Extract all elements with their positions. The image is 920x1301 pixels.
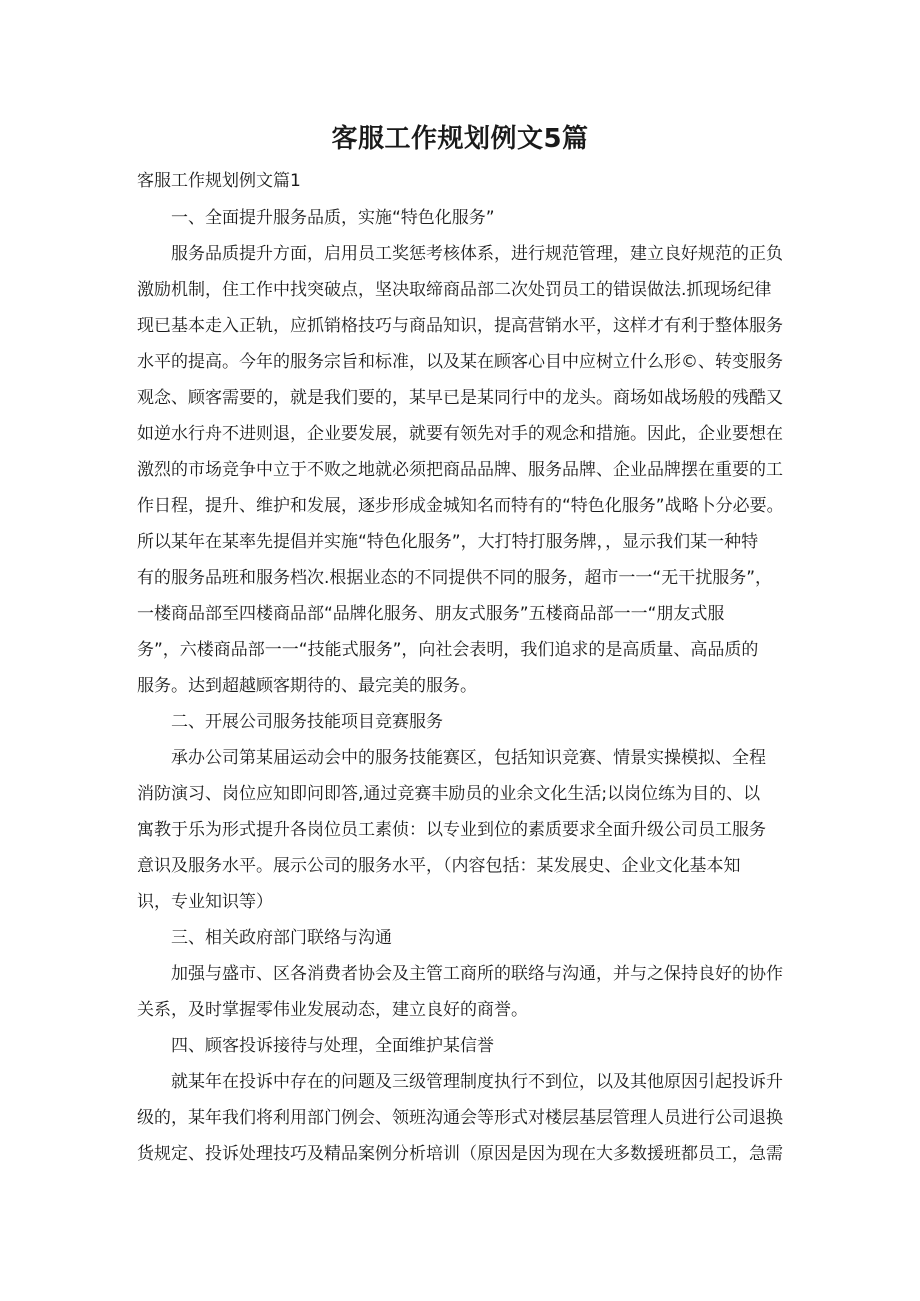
text-line: 如逆水行舟不进则退，企业要发展，就要有领先对手的观念和措施。因此，企业要想在 <box>137 424 783 444</box>
text-line: 消防演习、岗位应知即问即答,通过竞赛丰励员的业余文化生活;以岗位练为目的、以 <box>137 784 761 804</box>
text-line: 务”，六楼商品部一一“技能式服务”，向社会表明，我们追求的是高质量、高品质的 <box>137 640 759 660</box>
section-heading <box>137 1028 782 1064</box>
text-line: 承办公司第某届运动会中的服务技能赛区，包括知识竞赛、情景实操模拟、全程 <box>171 748 766 768</box>
text-line: 三、相关政府部门联络与沟通 <box>171 928 392 948</box>
text-line: 意识及服务水平。展示公司的服务水平，（内容包括：某发展史、企业文化基本知 <box>137 856 741 876</box>
text-line: 作日程，提升、维护和发展，逐步形成金城知名而特有的“特色化服务”战略卜分必要。 <box>137 496 784 516</box>
text-line: 现已基本走入正轨，应抓销格技巧与商品知识，提高营销水平，这样才有利于整体服务 <box>137 316 783 336</box>
text-line: 一、全面提升服务品质，实施“特色化服务” <box>171 208 495 228</box>
text-line: 激烈的市场竞争中立于不败之地就必须把商品品牌、服务品牌、企业品牌摆在重要的工 <box>137 460 783 480</box>
text-line: 四、顾客投诉接待与处理，全面维护某信誉 <box>171 1036 494 1056</box>
text-line: 关系，及时掌握零伟业发展动态，建立良好的商誉。 <box>137 1000 528 1020</box>
section-heading <box>137 704 782 740</box>
section-heading <box>137 200 782 236</box>
text-line: 货规定、投诉处理技巧及精品案例分析培训（原因是因为现在大多数援班都员工，急需 <box>137 1144 783 1164</box>
text-line: 观念、顾客需要的，就是我们要的，某早已是某同行中的龙头。商场如战场般的残酷又 <box>137 388 783 408</box>
paragraph <box>137 236 782 704</box>
paragraph <box>137 956 782 1028</box>
text-line: 水平的提高。今年的服务宗旨和标准，以及某在顾客心目中应树立什么形©、转变服务 <box>137 352 783 372</box>
text-line: 一楼商品部至四楼商品部“品牌化服务、朋友式服务”五楼商品部一一“朋友式服 <box>137 604 725 624</box>
section-heading <box>137 920 782 956</box>
text-line: 所以某年在某率先提倡并实施“特色化服务”，大打特打服务牌，，显示我们某一种特 <box>137 532 759 552</box>
document-title: 客服工作规划例文5篇 <box>331 124 589 154</box>
paragraph <box>137 1064 782 1172</box>
text-line: 服务。达到超越顾客期待的、最完美的服务。 <box>137 676 477 696</box>
document-subtitle: 客服工作规划例文篇1 <box>137 171 301 191</box>
text-line: 二、开展公司服务技能项目竞赛服务 <box>171 712 443 732</box>
text-line: 寓教于乐为形式提升各岗位员工素侦：以专业到位的素质要求全面升级公司员工服务 <box>137 820 766 840</box>
text-line: 级的，某年我们将利用部门例会、领班沟通会等形式对楼层基层管理人员进行公司退换 <box>137 1108 783 1128</box>
paragraph <box>137 740 782 920</box>
text-line: 有的服务品班和服务档次.根据业态的不同提供不同的服务，超市一一“无干扰服务”， <box>137 568 773 588</box>
text-line: 激励机制，住工作中找突破点，坚决取缔商品部二次处罚员工的错误做法.抓现场纪律 <box>137 280 772 300</box>
text-line: 加强与盛市、区各消费者协会及主管工商所的联络与沟通，并与之保持良好的协作 <box>171 964 783 984</box>
text-line: 识，专业知识等） <box>137 892 273 912</box>
text-line: 就某年在投诉中存在的问题及三级管理制度执行不到位，以及其他原因引起投诉升 <box>171 1072 783 1092</box>
text-line: 服务品质提升方面，启用员工奖惩考核体系，进行规范管理，建立良好规范的正负 <box>171 244 783 264</box>
document-body <box>137 200 782 1172</box>
